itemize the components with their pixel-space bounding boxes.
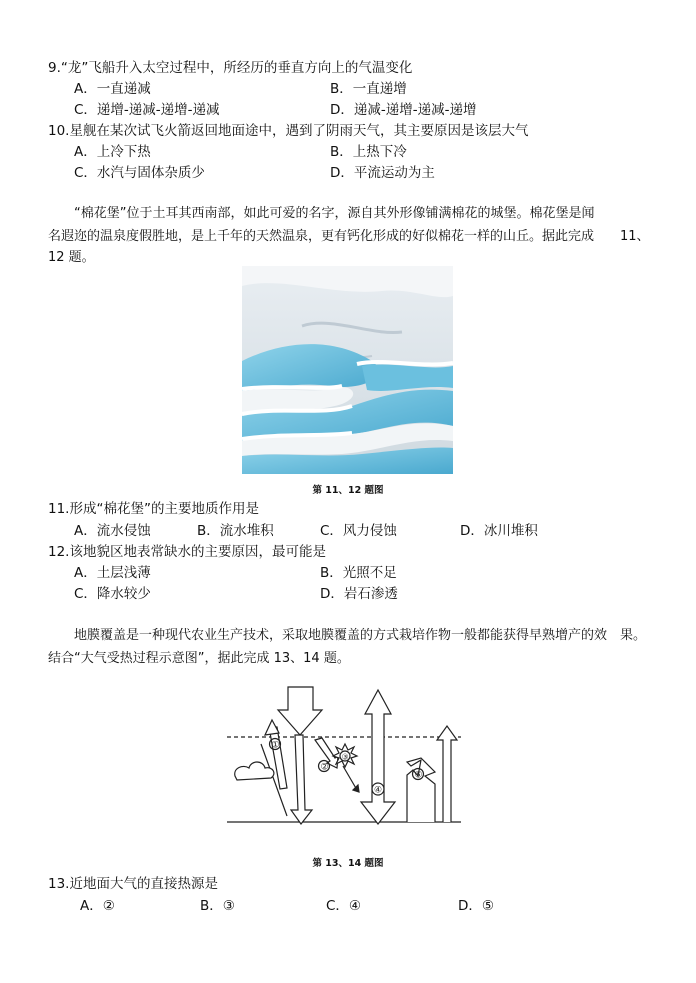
surface-radiation-arrow (291, 735, 312, 824)
label-3: ③ (341, 752, 349, 762)
label-5: ⑤ (414, 770, 423, 781)
question-12-option-a: A．土层浅薄 (74, 565, 151, 581)
passage-1-line-2-tail: 11、 (620, 229, 650, 244)
question-10-option-d: D．平流运动为主 (330, 165, 435, 181)
solar-radiation-arrow (278, 687, 322, 735)
question-10-stem: 10.星舰在某次试飞火箭返回地面途中，遇到了阴雨天气，其主要原因是该层大气 (48, 123, 529, 139)
question-13-option-c: C．④ (326, 898, 362, 914)
figure-1-caption: 第 11、12 题图 (312, 485, 384, 496)
question-13-option-d: D．⑤ (458, 898, 494, 914)
question-9-option-a: A．一直递减 (74, 81, 151, 97)
question-10-option-c: C．水汽与固体杂质少 (74, 165, 205, 181)
question-11-stem: 11.形成“棉花堡”的主要地质作用是 (48, 501, 259, 517)
figure-2-caption: 第 13、14 题图 (312, 858, 384, 869)
question-11-option-d: D．冰川堆积 (460, 523, 538, 539)
question-12-option-b: B．光照不足 (320, 565, 397, 581)
label-1: ① (271, 740, 280, 751)
short-arrow-line (343, 766, 357, 790)
question-11-option-b: B．流水堆积 (197, 523, 274, 539)
question-13-stem: 13.近地面大气的直接热源是 (48, 876, 218, 892)
question-9-option-b: B．一直递增 (330, 81, 407, 97)
atmospheric-counter-radiation-arrow (361, 690, 395, 824)
question-12-option-d: D．岩石渗透 (320, 586, 398, 602)
ground-radiation-arrow (407, 758, 435, 822)
passage-2-line-1: 地膜覆盖是一种现代农业生产技术，采取地膜覆盖的方式栽培作物一般都能获得早熟增产的效 果。 (74, 628, 647, 643)
passage-1-line-1: “棉花堡”位于土耳其西南部，如此可爱的名字，源自其外形像铺满棉花的城堡。棉花堡是闻 (74, 206, 595, 221)
question-13-option-a: A．② (80, 898, 115, 914)
label-2: ② (320, 762, 329, 773)
passage-1-line-3: 12 题。 (48, 250, 95, 265)
outgoing-radiation-arrow (437, 726, 457, 822)
question-9-option-d: D．递减-递增-递减-递增 (330, 102, 477, 118)
passage-2-line-2: 结合“大气受热过程示意图”，据此完成 13、14 题。 (48, 651, 350, 666)
reflection-arrow (269, 727, 287, 789)
passage-1-line-2: 名遐迩的温泉度假胜地，是上千年的天然温泉，更有钙化形成的好似棉花一样的山丘。据此完成 (48, 229, 595, 244)
cotton-castle-photo (242, 266, 453, 474)
label-4: ④ (374, 785, 383, 796)
atmospheric-heating-diagram (225, 680, 465, 830)
question-10-option-a: A．上冷下热 (74, 144, 151, 160)
question-13-option-b: B．③ (200, 898, 235, 914)
question-11-option-a: A．流水侵蚀 (74, 523, 151, 539)
question-11-option-c: C．风力侵蚀 (320, 523, 397, 539)
question-12-stem: 12.该地貌区地表常缺水的主要原因，最可能是 (48, 544, 326, 560)
question-9-option-c: C．递增-递减-递增-递减 (74, 102, 220, 118)
question-9-stem: 9.“龙”飞船升入太空过程中，所经历的垂直方向上的气温变化 (48, 60, 413, 76)
question-10-option-b: B．上热下冷 (330, 144, 407, 160)
question-12-option-c: C．降水较少 (74, 586, 151, 602)
